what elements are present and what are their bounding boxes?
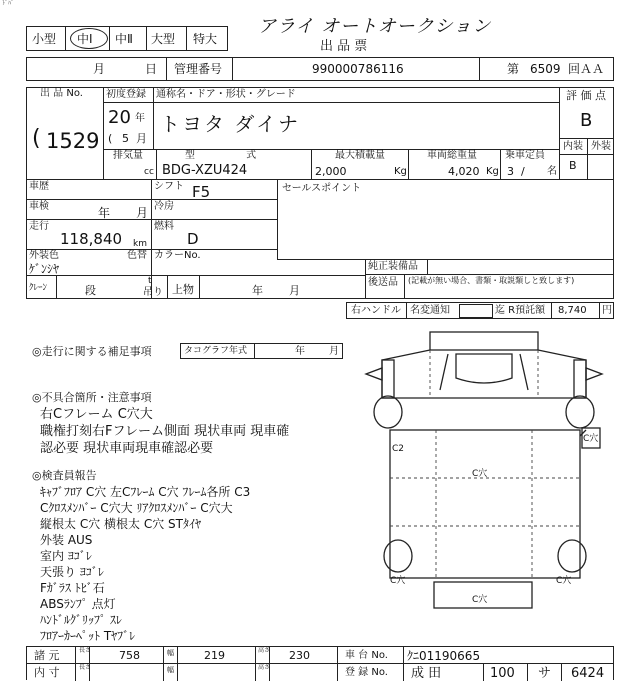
lot-paren: ( [32, 126, 41, 151]
crane-lift: 吊り [143, 287, 163, 298]
front-left-wheel [374, 396, 402, 428]
tacho-month-unit: 月 [329, 346, 339, 357]
interior-grade: B [569, 159, 577, 172]
inspector-line-2: Cｸﾛｽﾒﾝﾊﾞｰ C穴大 ﾘｱｸﾛｽﾒﾝﾊﾞｰ C穴大 [40, 501, 233, 515]
plate-region: 成 田 [411, 666, 442, 681]
capacity-value: 3 [507, 165, 514, 178]
mark-bed-center: C穴 [472, 469, 488, 479]
header-row [26, 57, 614, 81]
mgmt-number: 990000786116 [312, 62, 404, 76]
chassis-label: 車 台 No. [345, 650, 388, 661]
footer-box [26, 646, 614, 680]
defect-line-1: 右Cフレーム C穴大 [40, 407, 153, 422]
crane-label: ｸﾚｰﾝ [29, 283, 48, 293]
length-value: 758 [119, 649, 140, 662]
capacity-label: 乗車定員 [505, 150, 545, 161]
model-number: BDG-XZU424 [162, 163, 248, 178]
inspector-line-1: ｷｬﾌﾞﾌﾛｱ C穴 左Cﾌﾚｰﾑ C穴 ﾌﾚｰﾑ各所 C3 [40, 485, 251, 499]
right-mirror [586, 368, 602, 380]
cab-top-outline [382, 350, 586, 398]
inspector-line-6: 天張り ﾖｺﾞﾚ [40, 565, 104, 579]
size-class-medium1: 中Ⅰ [77, 32, 93, 46]
mark-c2: C2 [392, 444, 405, 454]
size-class-small: 小型 [32, 32, 57, 46]
inspection-label: 車検 [29, 201, 49, 212]
date-month-label: 月 [93, 62, 106, 76]
front-right-wheel [566, 396, 594, 428]
right-door-outline [574, 360, 586, 398]
defect-line-3: 認必要 現状車両現車確認必要 [40, 441, 214, 456]
mark-rear-right: C穴 [556, 576, 572, 586]
recycle-amount: 8,740 [558, 305, 587, 316]
documents-note: (記載が無い場合、書類・取説類しと致します) [408, 276, 575, 285]
sales-point-label: セールスポイント [282, 183, 362, 194]
inspector-line-8: ABSﾗﾝﾌﾟ 点灯 [40, 597, 116, 611]
left-mirror [366, 368, 382, 380]
size-class-special: 特大 [193, 32, 218, 46]
plate-label: 登 録 No. [345, 667, 388, 678]
vehicle-name: トヨタ ダイナ [160, 112, 300, 136]
name-change-box [459, 304, 493, 318]
mileage-value: 118,840 [60, 230, 123, 248]
inspector-line-4: 外装 AUS [40, 533, 93, 547]
total-weight-unit: Kg [486, 166, 499, 177]
cc-unit: cc [144, 167, 154, 177]
length-label: 長さ [79, 647, 92, 654]
plate-class: 100 [490, 666, 515, 681]
corner-mark: ﾄﾞﾊﾞ [2, 0, 15, 7]
interior-label: 内装 [563, 141, 583, 152]
model-label: 型 式 [185, 150, 281, 161]
exterior-color-value: ｹﾞﾝｼﾔ [29, 262, 60, 276]
rear-left-wheel [384, 540, 412, 572]
tachograph-label: タコグラフ年式 [184, 346, 248, 356]
inner-length-label: 長さ [79, 664, 92, 671]
size-class-large: 大型 [151, 32, 176, 46]
cargo-bed-outline [390, 430, 580, 578]
ac-label: 冷房 [154, 201, 174, 212]
inspector-line-9: ﾊﾝﾄﾞﾙｸﾞﾘｯﾌﾟ ｽﾚ [40, 613, 122, 627]
fuel-label: 燃料 [154, 221, 174, 232]
capacity-sep: / [521, 165, 525, 178]
crane-stage: 段 [85, 284, 96, 297]
session-number: 6509 [530, 62, 561, 76]
deck-label: 上物 [172, 283, 194, 296]
recycle-row [346, 302, 614, 319]
mileage-label: 走行 [29, 221, 49, 232]
width-label: 幅 [167, 649, 174, 657]
truck-damage-diagram [360, 326, 610, 642]
defect-line-2: 職権打刻右Fフレーム側面 現状車両 現車確 [40, 424, 290, 439]
date-day-label: 日 [145, 62, 158, 76]
grade-value: B [580, 110, 593, 131]
reg-year: 20 [108, 107, 131, 128]
form-title: 出 品 票 [320, 39, 368, 54]
history-label: 車歴 [29, 181, 49, 192]
rear-right-wheel [558, 540, 586, 572]
height-label: 高さ [258, 647, 271, 654]
height-value: 230 [289, 649, 310, 662]
session-suffix: 回ＡＡ [568, 62, 605, 76]
lot-number: 1529 [46, 129, 100, 153]
chassis-number: ｸﾆ01190665 [407, 649, 481, 663]
deck-month-unit: 月 [289, 284, 300, 297]
documents-label: 後送品 [368, 277, 398, 288]
inner-width-label: 幅 [167, 666, 174, 674]
driving-notes-title: ◎走行に関する補足事項 [32, 345, 152, 358]
fuel-value: D [187, 230, 199, 248]
color-no-label: カラーNo. [154, 250, 201, 261]
deck-year-unit: 年 [252, 284, 263, 297]
left-door-outline [382, 360, 394, 398]
inspector-line-3: 縦根太 C穴 横根太 C穴 STﾀｲﾔ [40, 517, 201, 531]
inspector-line-10: ﾌﾛｱｰｶｰﾍﾟｯﾄ Tﾔﾌﾞﾚ [40, 629, 136, 643]
inner-height-label: 高さ [258, 664, 271, 671]
reg-month-unit: 月 [136, 132, 147, 145]
inspector-line-5: 室内 ﾖｺﾞﾚ [40, 549, 92, 563]
mileage-verify-label: 迄 R預託額 [495, 305, 546, 316]
grade-label: 評 価 点 [566, 89, 606, 102]
capacity-unit: 名 [547, 166, 557, 177]
cab-roof-outline [430, 332, 538, 350]
plate-number: 6424 [571, 666, 605, 681]
mark-right-frame: C穴 [583, 434, 599, 444]
shift-label: シフト [154, 181, 184, 192]
inspector-title: ◎検査員報告 [32, 469, 97, 482]
total-weight: 4,020 [448, 165, 480, 178]
inspection-year-unit: 年 [98, 206, 111, 220]
equipment-label: 純正装備品 [368, 261, 418, 272]
cab-side-lines [440, 354, 528, 390]
width-value: 219 [204, 649, 225, 662]
max-load: 2,000 [315, 165, 347, 178]
exterior-label: 外装 [591, 141, 611, 152]
name-label: 通称名・ドア・形状・グレード [156, 89, 296, 100]
exterior-color-label: 外装色 [29, 250, 59, 261]
size-class-medium2: 中Ⅱ [115, 32, 133, 46]
reg-year-unit: 年 [135, 113, 145, 124]
name-change-label: 名変通知 [410, 305, 450, 316]
crane-t: t [148, 276, 152, 286]
reg-month-open: ( [108, 132, 113, 145]
steering-value: 右ハンドル [351, 305, 401, 316]
size-class-box [26, 26, 228, 51]
shift-value: F5 [192, 183, 211, 201]
displacement-label: 排気量 [113, 150, 143, 161]
km-unit: km [133, 239, 147, 249]
windshield-outline [456, 354, 512, 383]
yen-unit: 円 [602, 305, 612, 316]
mark-rear-left: C穴 [390, 576, 406, 586]
mgmt-number-label: 管理番号 [174, 62, 223, 76]
inspection-month-unit: 月 [136, 206, 149, 220]
color-change-label: 色替 [127, 250, 147, 261]
defects-title: ◎不具合箇所・注意事項 [32, 391, 152, 404]
lot-label: 出 品 No. [40, 88, 83, 99]
plate-kana: サ [538, 666, 552, 681]
dims-label: 諸 元 [34, 649, 60, 662]
company-name: アライ オートオークション [258, 16, 492, 37]
inspector-line-7: Fｶﾞﾗｽ ﾄﾋﾞ石 [40, 581, 105, 595]
total-weight-label: 車両総重量 [427, 150, 477, 161]
max-load-unit: Kg [394, 166, 407, 177]
reg-month: 5 [122, 132, 129, 145]
first-reg-label: 初度登録 [106, 89, 146, 100]
max-load-label: 最大積載量 [335, 150, 385, 161]
inner-dims-label: 内 寸 [34, 666, 60, 679]
tacho-year-unit: 年 [295, 346, 305, 357]
session-prefix: 第 [507, 62, 520, 76]
mark-rear-bumper: C穴 [472, 595, 488, 605]
tachograph-box [180, 343, 343, 359]
